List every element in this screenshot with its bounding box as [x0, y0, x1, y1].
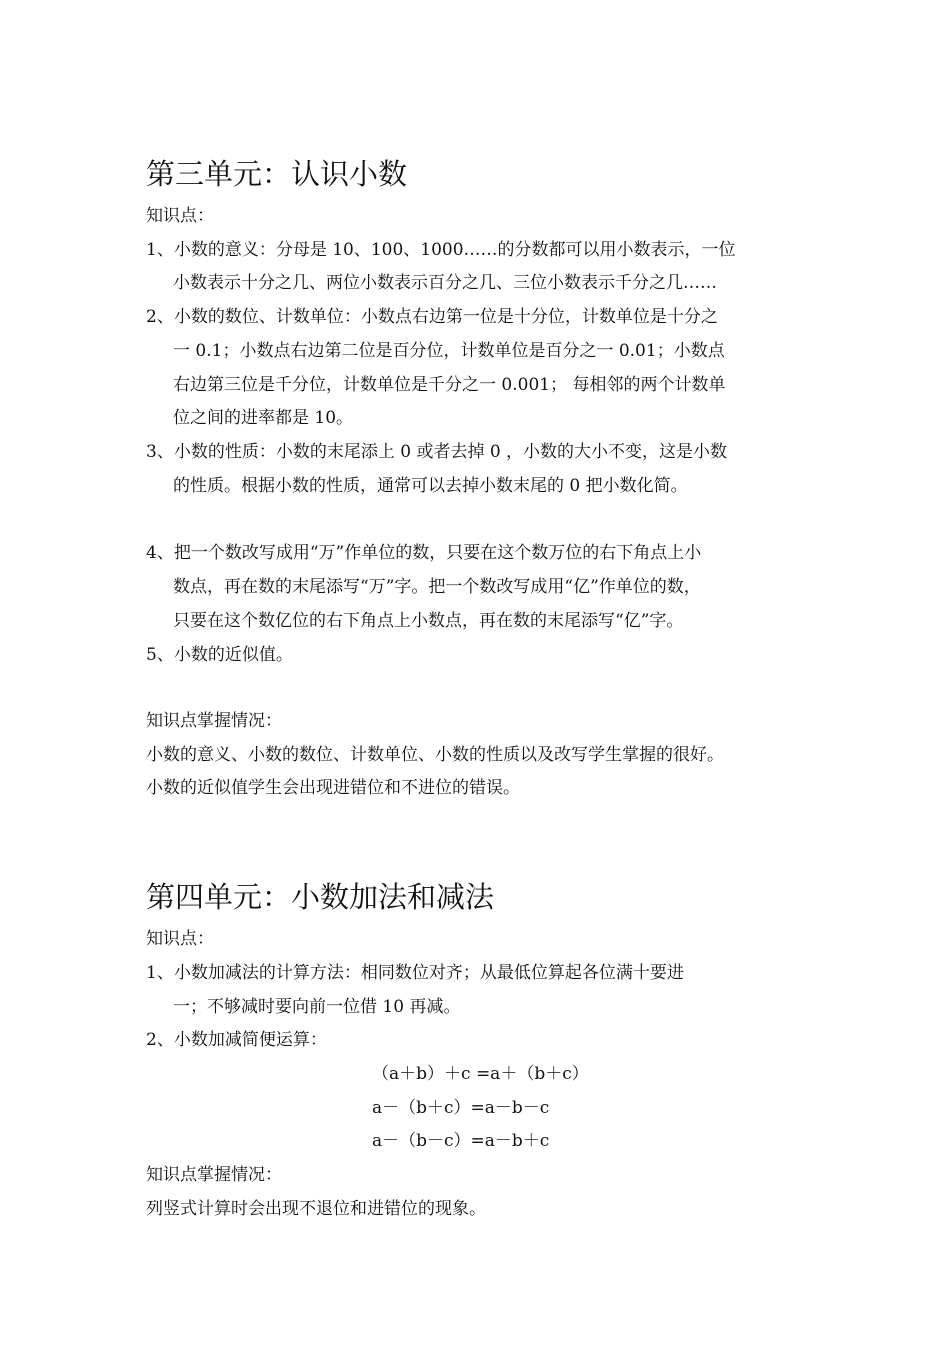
- unit3-item1-line2: 小数表示十分之几、两位小数表示百分之几、三位小数表示千分之几……: [173, 273, 717, 293]
- unit3-mastery-label: 知识点掌握情况：: [146, 711, 282, 731]
- unit3-item2-line1: 2、小数的数位、计数单位：小数点右边第一位是十分位，计数单位是十分之: [146, 307, 718, 327]
- unit3-item4-line3: 只要在这个数亿位的右下角点上小数点，再在数的末尾添写“亿”字。: [173, 611, 684, 631]
- unit3-points-label: 知识点：: [146, 206, 214, 226]
- unit4-item2: 2、小数加减简便运算：: [146, 1030, 327, 1050]
- unit4-mastery-text: 列竖式计算时会出现不退位和进错位的现象。: [146, 1199, 486, 1219]
- unit4-formula-3: a－（b－c）=a－b＋c: [372, 1131, 550, 1151]
- unit3-mastery-line1: 小数的意义、小数的数位、计数单位、小数的性质以及改写学生掌握的很好。: [146, 745, 724, 765]
- unit3-title: 第三单元：认识小数: [146, 157, 408, 191]
- unit3-item4-line2: 数点，再在数的末尾添写“万”字。把一个数改写成用“亿”作单位的数，: [173, 577, 701, 597]
- unit3-item3-line1: 3、小数的性质：小数的末尾添上 0 或者去掉 0 ，小数的大小不变，这是小数: [146, 442, 728, 462]
- unit3-item4-line1: 4、把一个数改写成用“万”作单位的数，只要在这个数万位的右下角点上小: [146, 543, 702, 563]
- unit3-item3-line2: 的性质。根据小数的性质，通常可以去掉小数末尾的 0 把小数化简。: [173, 476, 688, 496]
- unit4-formula-1: （a＋b）＋c =a＋（b＋c）: [372, 1064, 589, 1084]
- unit3-item2-line3: 右边第三位是千分位，计数单位是千分之一 0.001； 每相邻的两个计数单: [173, 375, 726, 395]
- unit3-item5: 5、小数的近似值。: [146, 645, 293, 665]
- unit4-mastery-label: 知识点掌握情况：: [146, 1165, 282, 1185]
- unit4-item1-line1: 1、小数加减法的计算方法：相同数位对齐；从最低位算起各位满十要进: [146, 963, 684, 983]
- unit3-item2-line2: 一 0.1；小数点右边第二位是百分位，计数单位是百分之一 0.01；小数点: [173, 341, 725, 361]
- unit3-item1-line1: 1、小数的意义：分母是 10、100、1000……的分数都可以用小数表示，一位: [146, 240, 736, 260]
- unit3-item2-line4: 位之间的进率都是 10。: [173, 408, 354, 428]
- unit4-item1-line2: 一；不够减时要向前一位借 10 再减。: [173, 997, 461, 1017]
- unit4-formula-2: a－（b＋c）=a－b－c: [372, 1098, 550, 1118]
- unit4-title: 第四单元：小数加法和减法: [146, 880, 495, 914]
- unit3-mastery-line2: 小数的近似值学生会出现进错位和不进位的错误。: [146, 778, 520, 798]
- unit4-points-label: 知识点：: [146, 929, 214, 949]
